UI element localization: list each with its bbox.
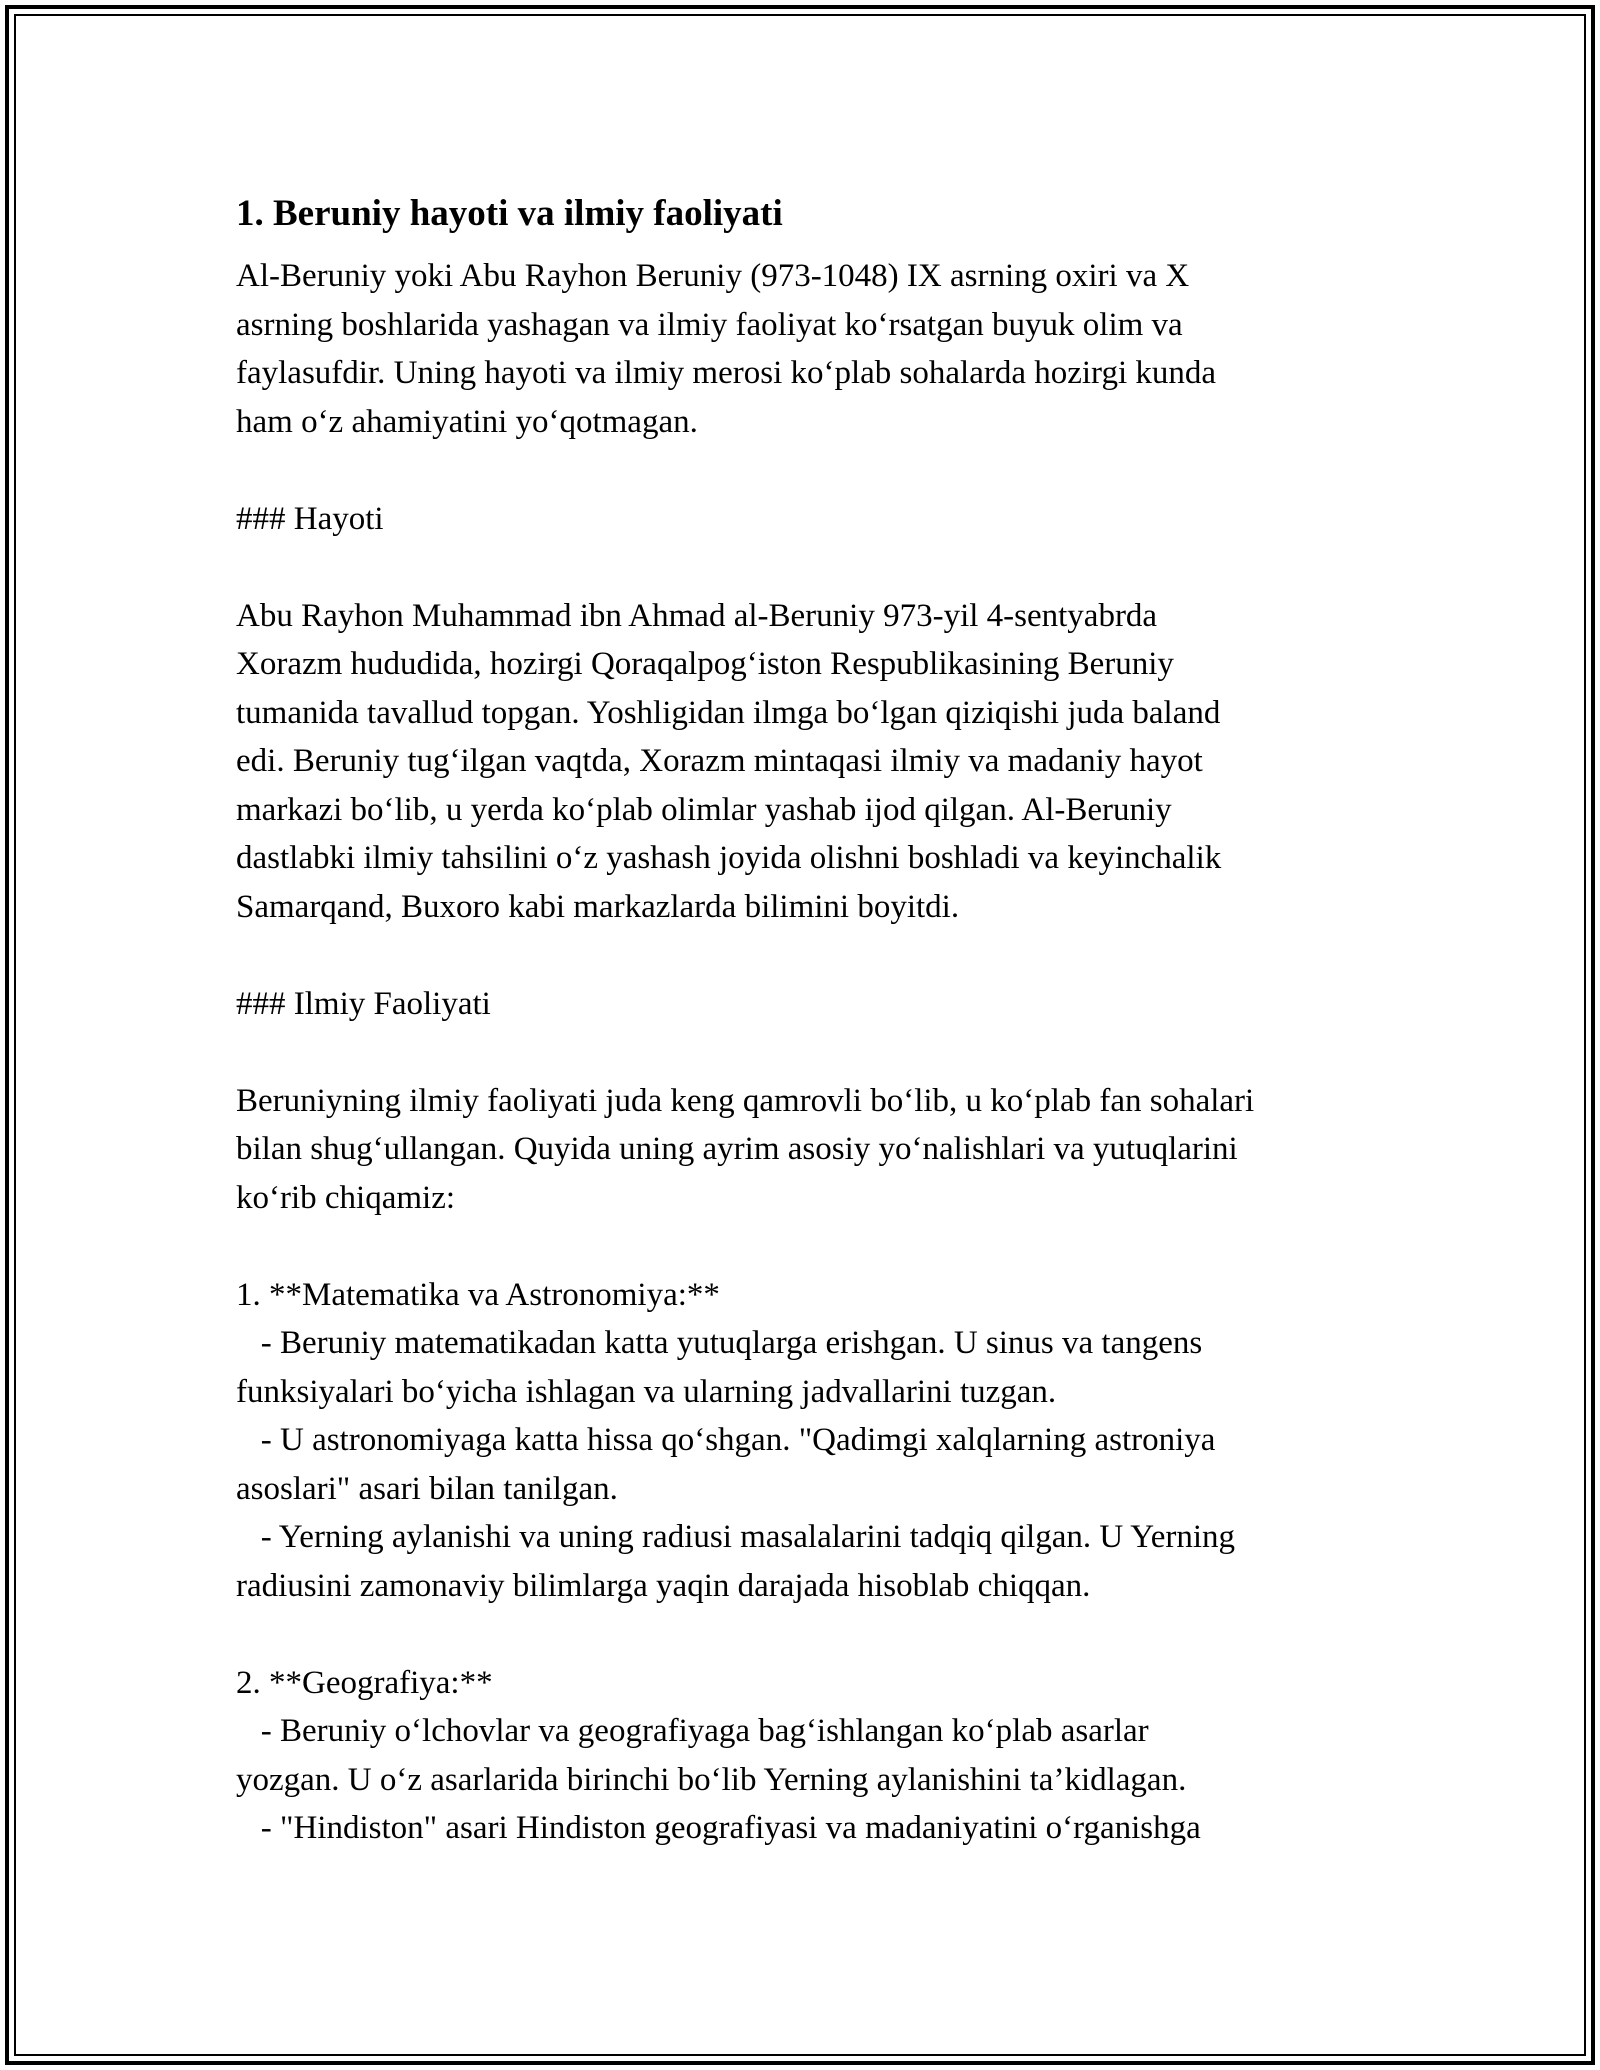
text-line: Xorazm hududida, hozirgi Qoraqalpog‘iston Respublikasining Beruniy <box>236 646 1174 682</box>
blank-line <box>236 1222 1376 1271</box>
section-geografiya <box>236 1659 1376 1853</box>
text-line: Samarqand, Buxoro kabi markazlarda bilimini boyitdi. <box>236 888 960 925</box>
blank-line <box>236 446 1376 495</box>
text-line: faylasufdir. Uning hayoti va ilmiy merosi ko‘plab sohalarda hozirgi kunda <box>236 355 1217 391</box>
text-line: asoslari" asari bilan tanilgan. <box>236 1470 618 1507</box>
intro-paragraph <box>236 252 1376 446</box>
section-matematika <box>236 1271 1376 1611</box>
faoliyati-paragraph <box>236 1077 1376 1223</box>
text-line: - Beruniy matematikadan katta yutuqlarga erishgan. U sinus va tangens <box>236 1325 1203 1361</box>
list-item-heading: 1. **Matematika va Astronomiya:** <box>236 1276 720 1313</box>
text-line: bilan shug‘ullangan. Quyida uning ayrim asosiy yo‘nalishlari va yutuqlarini <box>236 1131 1238 1167</box>
text-line: ham o‘z ahamiyatini yo‘qotmagan. <box>236 403 698 440</box>
text-line: edi. Beruniy tug‘ilgan vaqtda, Xorazm mintaqasi ilmiy va madaniy hayot <box>236 743 1203 779</box>
text-line: - Beruniy o‘lchovlar va geografiyaga bag‘ishlangan ko‘plab asarlar <box>236 1713 1149 1749</box>
blank-line <box>236 543 1376 592</box>
blank-line <box>236 931 1376 980</box>
blank-line <box>236 1028 1376 1077</box>
blank-line <box>236 1610 1376 1659</box>
hayoti-paragraph <box>236 592 1376 932</box>
text-line: Beruniyning ilmiy faoliyati juda keng qamrovli bo‘lib, u ko‘plab fan sohalari <box>236 1082 1255 1119</box>
document-body <box>236 186 1376 1853</box>
text-line: asrning boshlarida yashagan va ilmiy faoliyat ko‘rsatgan buyuk olim va <box>236 306 1183 343</box>
section-heading: ### Ilmiy Faoliyati <box>236 985 491 1022</box>
text-line: - U astronomiyaga katta hissa qo‘shgan. "Qadimgi xalqlarning astroniya <box>236 1422 1216 1458</box>
text-line: - "Hindiston" asari Hindiston geografiyasi va madaniyatini o‘rganishga <box>236 1810 1201 1846</box>
text-line: yozgan. U o‘z asarlarida birinchi bo‘lib Yerning aylanishini ta’kidlagan. <box>236 1761 1187 1798</box>
text-line: dastlabki ilmiy tahsilini o‘z yashash joyida olishni boshladi va keyinchalik <box>236 840 1222 876</box>
text-line: tumanida tavallud topgan. Yoshligidan ilmga bo‘lgan qiziqishi juda baland <box>236 694 1221 731</box>
document-title: 1. Beruniy hayoti va ilmiy faoliyati <box>236 193 783 234</box>
list-item-heading: 2. **Geografiya:** <box>236 1664 493 1701</box>
heading-hayoti <box>236 495 1376 544</box>
text-line: markazi bo‘lib, u yerda ko‘plab olimlar yashab ijod qilgan. Al-Beruniy <box>236 791 1172 828</box>
heading-faoliyati <box>236 980 1376 1029</box>
section-heading: ### Hayoti <box>236 500 384 537</box>
text-line: radiusini zamonaviy bilimlarga yaqin darajada hisoblab chiqqan. <box>236 1567 1091 1604</box>
text-line: Abu Rayhon Muhammad ibn Ahmad al-Beruniy 973-yil 4-sentyabrda <box>236 597 1158 634</box>
text-line: Al-Beruniy yoki Abu Rayhon Beruniy (973-1048) IX asrning oxiri va X <box>236 258 1190 294</box>
text-line: ko‘rib chiqamiz: <box>236 1179 456 1216</box>
text-line: funksiyalari bo‘yicha ishlagan va ularning jadvallarini tuzgan. <box>236 1373 1057 1410</box>
text-line: - Yerning aylanishi va uning radiusi masalalarini tadqiq qilgan. U Yerning <box>236 1519 1236 1555</box>
